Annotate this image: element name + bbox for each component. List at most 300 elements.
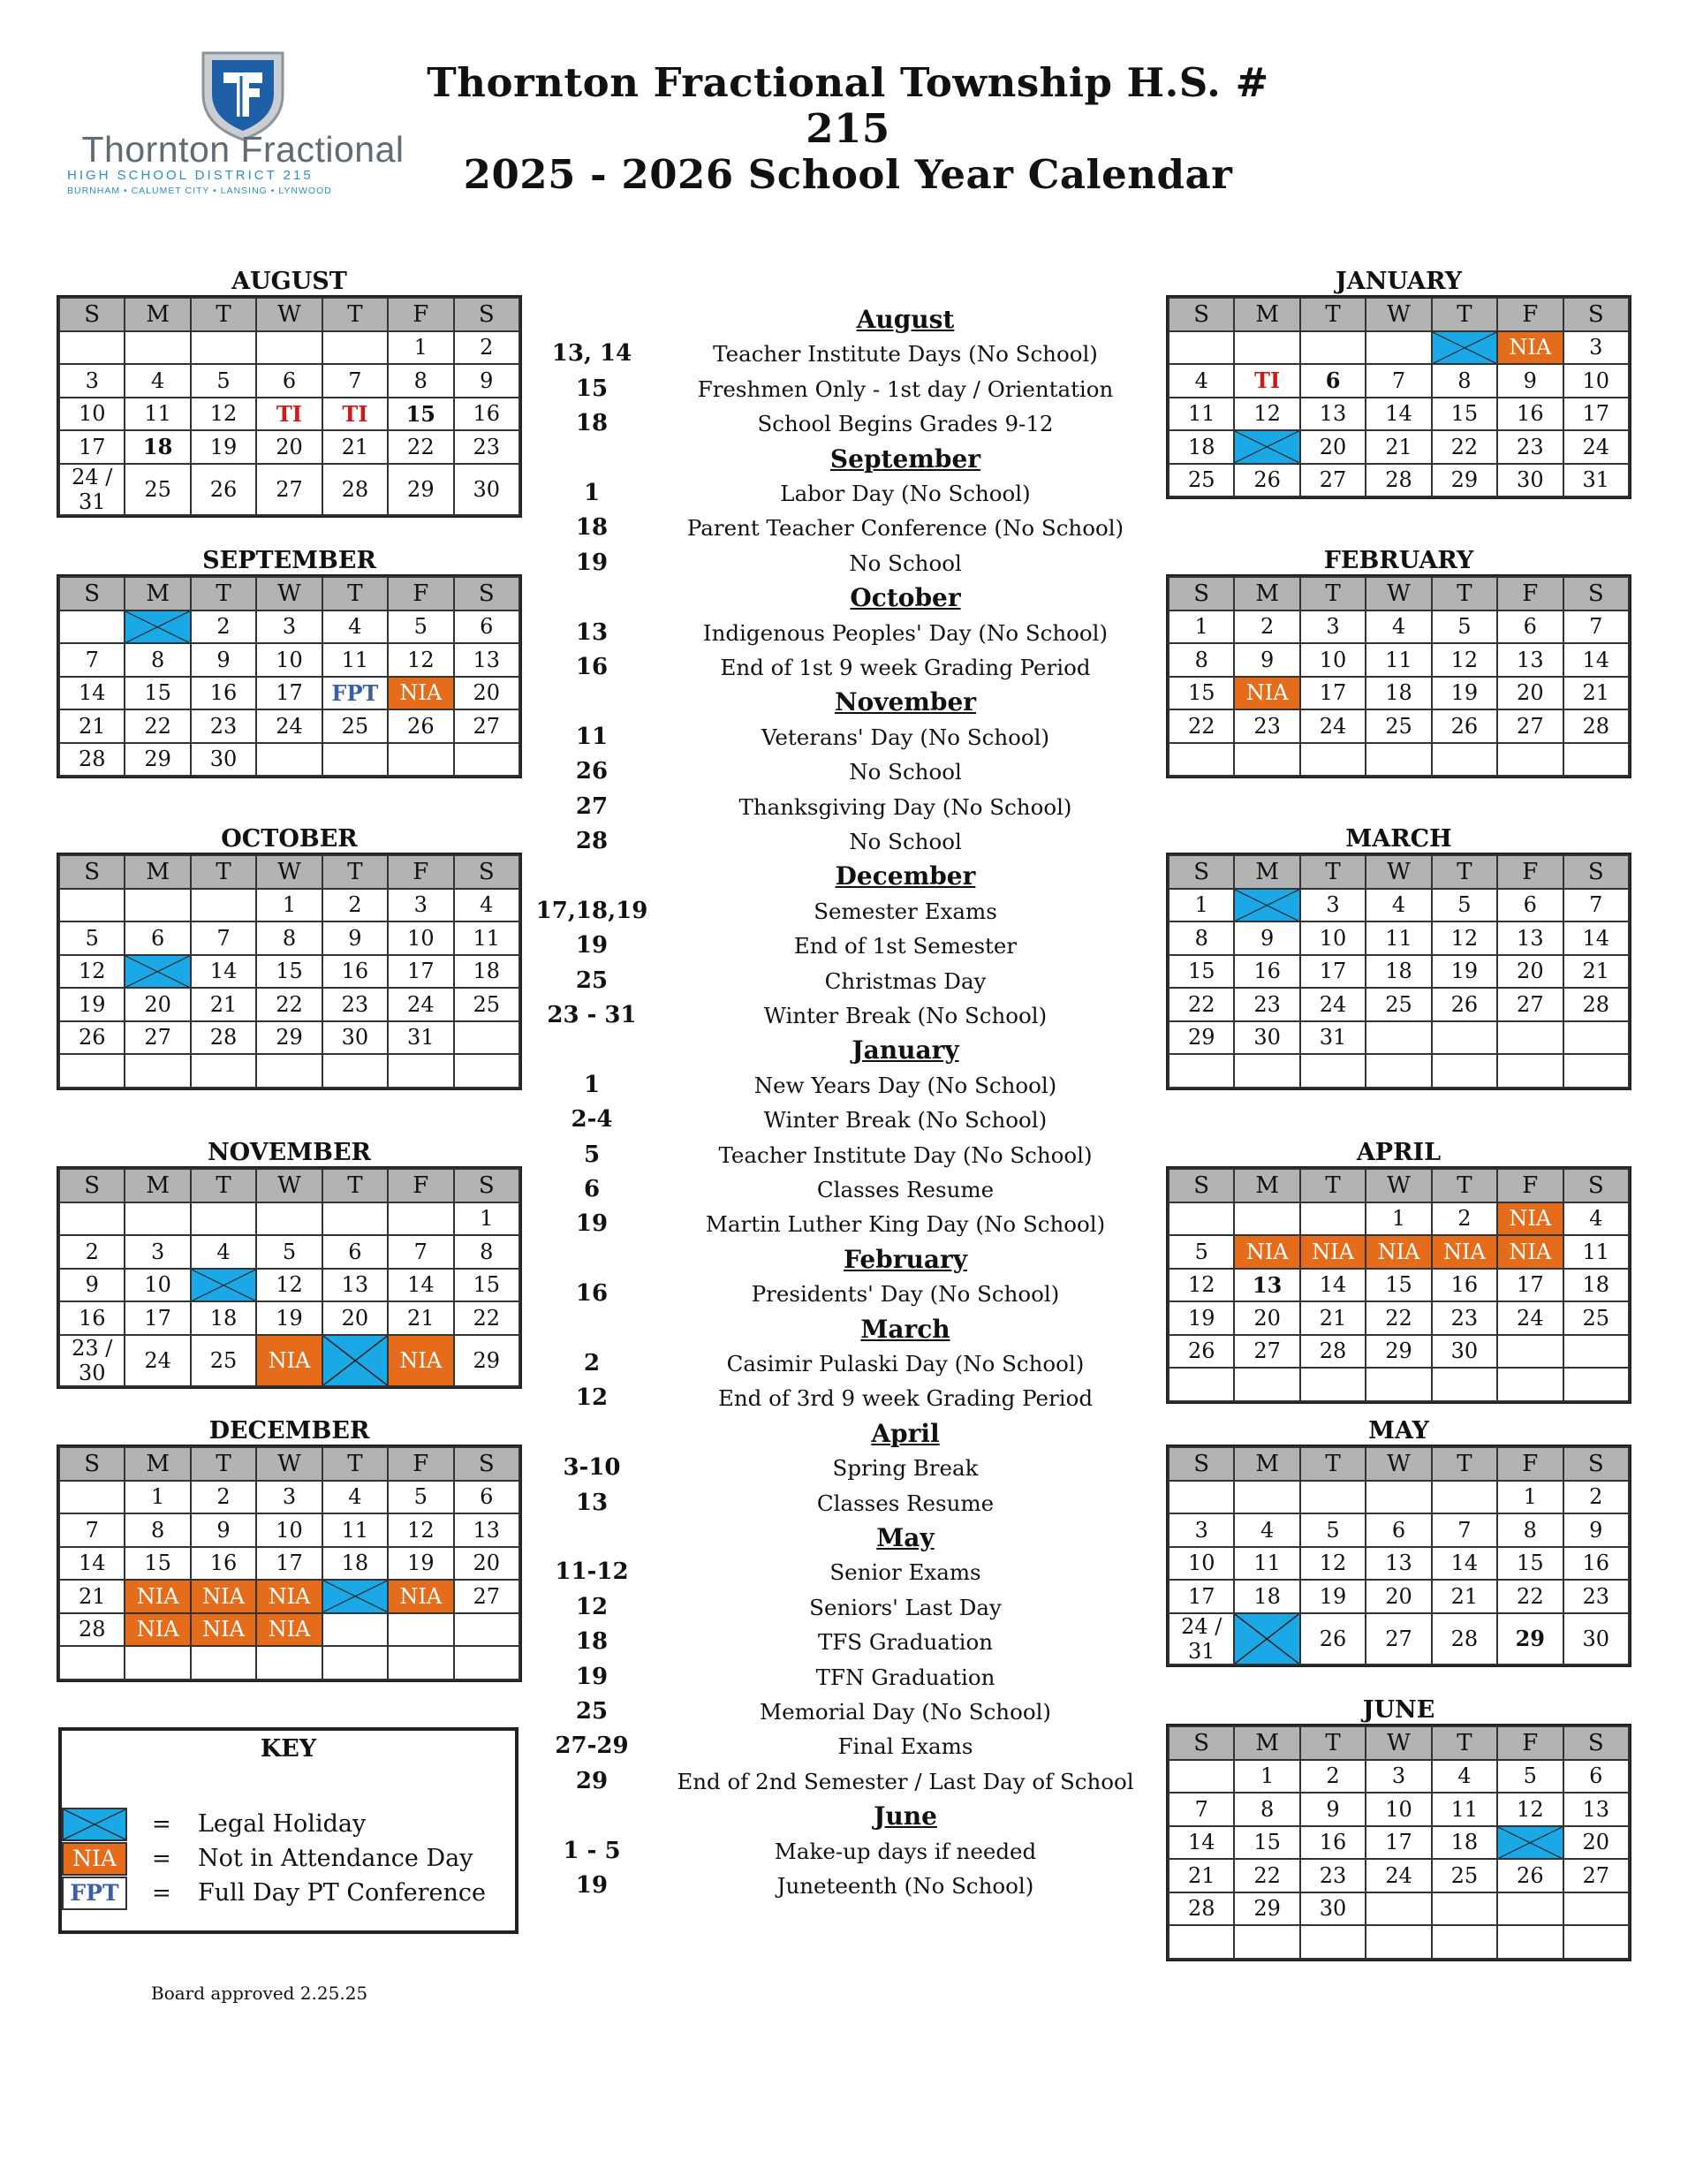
event-description: Semester Exams [814,898,997,924]
event-description: Classes Resume [816,1177,995,1202]
day-cell: 14 [59,1547,125,1581]
event-description: Casimir Pulaski Day (No School) [726,1351,1085,1376]
day-cell: 13 [1497,643,1563,677]
day-cell: 3 [1300,610,1366,644]
event-row [530,894,1157,929]
day-cell: 16 [59,1301,125,1335]
event-date: 11-12 [555,1558,629,1586]
day-cell: 23 [1497,430,1563,464]
weekday-header: M [125,1169,190,1202]
empty-day-cell [1366,743,1431,777]
event-date: 16 [575,654,609,680]
day-cell: 30 [1300,1892,1366,1926]
empty-day-cell [59,1481,125,1514]
month-april [1168,1138,1630,1402]
month-name: NOVEMBER [208,1139,371,1166]
day-cell: 12 [1432,921,1497,955]
empty-day-cell [256,743,322,777]
day-cell: 25 [125,464,190,515]
day-cell: 17 [1300,955,1366,989]
week-row [59,677,519,710]
event-description: No School [849,829,962,854]
day-cell: 17 [1366,1826,1431,1860]
day-cell: 27 [1497,988,1563,1021]
day-cell: 17 [388,955,453,989]
empty-day-cell [454,1021,519,1055]
empty-day-cell [1432,1925,1497,1959]
day-cell: 30 [1497,464,1563,497]
weekday-header: T [1432,855,1497,889]
legal-holiday-cell [1234,889,1299,922]
event-description: Thanksgiving Day (No School) [738,793,1072,820]
day-cell: 28 [1432,1613,1497,1665]
event-description: TFS Graduation [817,1629,994,1656]
week-row [1169,364,1629,398]
weekday-header: W [1366,298,1431,331]
weekday-header: T [1300,298,1366,331]
empty-day-cell [388,1054,453,1088]
day-cell: 16 [191,677,256,710]
weekday-header: S [1563,1447,1629,1481]
empty-day-cell [1497,743,1563,777]
day-cell: 12 [388,643,453,677]
day-cell: 12 [1300,1547,1366,1581]
month-october [58,824,520,1088]
day-cell: 25 [322,709,388,743]
day-cell: 8 [388,364,453,398]
day-cell: 27 [1563,1859,1629,1892]
event-description: End of 1st 9 week Grading Period [720,655,1091,680]
day-cell: 2 [1234,610,1299,644]
day-cell: 13 [1234,1269,1299,1302]
day-cell: 11 [1366,643,1431,677]
weekday-header: W [256,1169,322,1202]
district-logo [62,46,424,196]
day-cell: 21 [191,988,256,1021]
day-cell: 12 [59,955,125,989]
empty-day-cell [125,889,190,922]
day-cell: 26 [1497,1859,1563,1892]
day-cell: 20 [1563,1826,1629,1860]
event-month-heading [530,859,1157,893]
day-cell: 18 [1169,430,1234,464]
day-cell: 25 [1563,1301,1629,1335]
weekday-header: S [454,1169,519,1202]
weekday-header: S [1169,1726,1234,1760]
day-cell: 10 [1366,1793,1431,1826]
empty-day-cell [1169,1925,1234,1959]
weekday-header: M [1234,298,1299,331]
event-description: No School [849,759,962,785]
day-cell: 7 [388,1235,453,1269]
day-cell: 28 [59,1613,125,1647]
day-cell: 19 [388,1547,453,1581]
empty-day-cell [1169,331,1234,365]
event-date: 17,18,19 [535,897,648,924]
event-date: 25 [575,967,609,994]
day-cell: 2 [191,1481,256,1514]
day-cell: 20 [322,1301,388,1335]
nia-day-cell: NIA [388,677,453,710]
day-cell: 16 [1300,1826,1366,1860]
event-row [530,337,1157,371]
day-cell: 20 [454,677,519,710]
event-row [530,1486,1157,1520]
weekday-header: F [388,1169,453,1202]
empty-day-cell [322,1054,388,1088]
day-cell: 25 [1366,709,1431,743]
day-cell: 7 [1563,610,1629,644]
day-cell: 1 [388,331,453,365]
event-date: 19 [575,932,609,959]
week-row [59,430,519,464]
day-cell: 18 [1432,1826,1497,1860]
weekday-header: S [59,855,125,889]
event-month-heading [530,442,1157,476]
weekday-header: F [388,855,453,889]
day-cell: 15 [454,1269,519,1302]
event-description: Make-up days if needed [774,1838,1037,1864]
empty-day-cell [1432,1021,1497,1055]
event-date: 18 [575,410,609,437]
day-cell: 5 [1497,1760,1563,1793]
empty-day-cell [59,610,125,644]
day-cell: 29 [256,1021,322,1055]
weekday-header: T [191,1169,256,1202]
day-cell: 23 [322,988,388,1021]
empty-day-cell [191,331,256,365]
week-row [1169,743,1629,777]
week-row [59,743,519,777]
day-cell: 9 [1300,1793,1366,1826]
empty-day-cell [1169,1368,1234,1401]
day-cell: 18 [322,1547,388,1581]
day-cell: 24 [1563,430,1629,464]
event-date: 2-4 [571,1106,613,1134]
event-row [530,1381,1157,1415]
weekday-header: T [322,1447,388,1481]
empty-day-cell [1300,1925,1366,1959]
event-row [530,1346,1157,1381]
nia-day-cell: NIA [1497,331,1563,365]
day-cell: 24 / 31 [1169,1613,1234,1665]
day-cell: 21 [59,709,125,743]
day-cell: 22 [1366,1301,1431,1335]
day-cell: 16 [191,1547,256,1581]
empty-day-cell [1563,1892,1629,1926]
day-cell: 4 [322,610,388,644]
day-cell: 6 [256,364,322,398]
x-mark-icon [192,1270,255,1301]
x-mark-icon [125,956,189,988]
day-cell: 10 [1169,1547,1234,1581]
event-date: 2 [583,1350,601,1376]
weekday-header: M [125,577,190,610]
logo-district: HIGH SCHOOL DISTRICT 215 [67,168,314,183]
day-cell: 6 [454,610,519,644]
day-cell: 29 [454,1335,519,1386]
day-cell: 30 [1563,1613,1629,1665]
month-name: AUGUST [231,268,347,295]
empty-day-cell [1169,1202,1234,1236]
empty-day-cell [191,889,256,922]
day-cell: 9 [191,643,256,677]
event-heading-text: December [835,861,976,891]
logo-towns: BURNHAM • CALUMET CITY • LANSING • LYNWOOD [67,186,332,196]
empty-day-cell [1497,1054,1563,1088]
weekday-header: M [1234,1726,1299,1760]
day-cell: 10 [388,921,453,955]
day-cell: 3 [388,889,453,922]
empty-day-cell [191,1646,256,1680]
month-name: JUNE [1362,1696,1435,1724]
empty-day-cell [1366,1054,1431,1088]
day-cell: 19 [1432,677,1497,710]
day-cell: 15 [1432,398,1497,431]
event-row [530,1764,1157,1799]
empty-day-cell [1169,743,1234,777]
day-cell: 8 [1234,1793,1299,1826]
day-cell: 11 [1366,921,1431,955]
event-date: 19 [575,549,609,576]
empty-day-cell [322,1613,388,1647]
weekday-header: F [1497,1447,1563,1481]
day-cell: 24 [1300,988,1366,1021]
day-cell: 14 [191,955,256,989]
day-cell: 11 [1432,1793,1497,1826]
event-month-heading [530,1799,1157,1833]
day-cell: 28 [191,1021,256,1055]
event-heading-text: September [829,444,981,474]
week-row [59,709,519,743]
weekday-header: T [1432,298,1497,331]
nia-day-cell: NIA [1497,1235,1563,1269]
event-row [530,616,1157,650]
event-row [530,1068,1157,1103]
day-cell: 11 [125,398,190,431]
day-cell: 22 [1234,1859,1299,1892]
empty-day-cell [388,743,453,777]
day-cell: 26 [1169,1335,1234,1369]
day-cell: 3 [125,1235,190,1269]
week-row [59,1301,519,1335]
event-description: New Years Day (No School) [753,1072,1057,1098]
month-march [1168,824,1630,1088]
week-row [1169,331,1629,365]
empty-day-cell [1563,1925,1629,1959]
event-date: 12 [575,1593,609,1620]
day-cell: 8 [125,1513,190,1547]
page-title: Thornton Fractional Township H.S. # 215 [427,59,1269,152]
event-row [530,546,1157,580]
day-cell: 19 [191,430,256,464]
day-cell: 27 [256,464,322,515]
day-cell: 14 [1563,921,1629,955]
board-approved-note: Board approved 2.25.25 [151,1983,368,2004]
day-cell: 1 [1169,889,1234,922]
day-cell: 2 [1300,1760,1366,1793]
month-name: JANUARY [1336,268,1462,295]
event-row [530,1172,1157,1207]
day-cell: 17 [256,677,322,710]
empty-day-cell [454,1054,519,1088]
event-description: Senior Exams [829,1559,981,1586]
day-cell: 28 [1366,464,1431,497]
day-cell: 14 [1563,643,1629,677]
empty-day-cell [322,1646,388,1680]
weekday-header: W [1366,1169,1431,1202]
month-grid [1168,576,1630,777]
event-row [530,824,1157,859]
weekday-header: T [1432,1726,1497,1760]
weekday-header: T [1300,855,1366,889]
day-cell: 8 [454,1235,519,1269]
empty-day-cell [454,1646,519,1680]
empty-day-cell [125,331,190,365]
day-cell: 10 [256,1513,322,1547]
day-cell: 24 [256,709,322,743]
legal-holiday-cell [1497,1826,1563,1860]
day-cell: 9 [1563,1513,1629,1547]
day-cell: 22 [1432,430,1497,464]
day-cell: 10 [1300,921,1366,955]
event-heading-text: January [852,1035,959,1065]
empty-day-cell [322,1202,388,1236]
event-description: TFN Graduation [815,1664,995,1690]
day-cell: 26 [1234,464,1299,497]
day-cell: 8 [1497,1513,1563,1547]
day-cell: 15 [1234,1826,1299,1860]
event-row [530,1277,1157,1311]
day-cell: 28 [1169,1892,1234,1926]
day-cell: 5 [1300,1513,1366,1547]
day-cell: 12 [388,1513,453,1547]
day-cell: 4 [191,1235,256,1269]
empty-day-cell [1432,1368,1497,1401]
day-cell: 28 [1300,1335,1366,1369]
day-cell: 4 [1366,889,1431,922]
weekday-header: W [1366,855,1431,889]
event-description: Classes Resume [816,1490,995,1516]
day-cell: 28 [1563,988,1629,1021]
day-cell: 19 [256,1301,322,1335]
event-date: 11 [575,723,609,750]
day-cell: 11 [1563,1235,1629,1269]
day-cell: 17 [256,1547,322,1581]
key-row-fpt [62,1877,512,1910]
day-cell: 18 [125,430,190,464]
day-cell: 15 [388,398,453,431]
weekday-header: T [191,577,256,610]
weekday-header: S [1563,577,1629,610]
day-cell: 1 [1169,610,1234,644]
day-cell: 5 [256,1235,322,1269]
empty-day-cell [1497,1335,1563,1369]
empty-day-cell [322,331,388,365]
day-cell: 29 [125,743,190,777]
week-row [59,921,519,955]
event-date: 1 [583,480,601,506]
week-row [1169,921,1629,955]
day-cell: 11 [1169,398,1234,431]
legal-holiday-cell [191,1269,256,1302]
day-cell: 29 [1497,1613,1563,1665]
day-cell: 30 [322,1021,388,1055]
legal-holiday-cell [125,610,190,644]
day-cell: 10 [59,398,125,431]
day-cell: 16 [1234,955,1299,989]
event-description: Juneteenth (No School) [776,1873,1034,1899]
week-row [1169,1580,1629,1613]
day-cell: 29 [1432,464,1497,497]
week-row [1169,1054,1629,1088]
nia-day-cell: NIA [1432,1235,1497,1269]
day-cell: 24 [1497,1301,1563,1335]
day-cell: 29 [1169,1021,1234,1055]
day-cell: 12 [1497,1793,1563,1826]
month-name: MARCH [1345,825,1452,853]
month-name: MAY [1368,1417,1429,1445]
event-date: 27-29 [555,1733,629,1760]
day-cell: 12 [1169,1269,1234,1302]
key-row-nia [62,1842,512,1876]
day-cell: 15 [125,1547,190,1581]
day-cell: 20 [256,430,322,464]
day-cell: 22 [388,430,453,464]
day-cell: 7 [1169,1793,1234,1826]
day-cell: 4 [1234,1513,1299,1547]
day-cell: 28 [322,464,388,515]
day-cell: 11 [322,1513,388,1547]
empty-day-cell [1234,743,1299,777]
week-row [1169,1547,1629,1581]
event-row [530,1138,1157,1172]
empty-day-cell [1366,1892,1431,1926]
legal-holiday-cell [125,955,190,989]
empty-day-cell [388,1202,453,1236]
day-cell: 21 [1432,1580,1497,1613]
empty-day-cell [1497,1925,1563,1959]
week-row [59,331,519,365]
empty-day-cell [1563,1021,1629,1055]
month-december [58,1416,520,1680]
event-month-heading [530,580,1157,615]
day-cell: TI [256,398,322,431]
day-cell: 5 [388,1481,453,1514]
day-cell: 16 [454,398,519,431]
page-titles [406,60,1290,198]
day-cell: 22 [1169,709,1234,743]
day-cell: 13 [1366,1547,1431,1581]
empty-day-cell [1497,1021,1563,1055]
nia-day-cell: NIA [388,1335,453,1386]
key-row-legal-holiday [62,1808,512,1841]
empty-day-cell [1300,331,1366,365]
legal-holiday-cell [1234,430,1299,464]
event-heading-text: August [856,305,955,334]
day-cell: 2 [1563,1481,1629,1514]
day-cell: 20 [125,988,190,1021]
empty-day-cell [1563,1368,1629,1401]
empty-day-cell [256,1202,322,1236]
day-cell: 6 [1300,364,1366,398]
month-february [1168,546,1630,777]
day-cell: 19 [59,988,125,1021]
week-row [1169,1368,1629,1401]
day-cell: 3 [256,1481,322,1514]
week-row [1169,1021,1629,1055]
empty-day-cell [59,889,125,922]
